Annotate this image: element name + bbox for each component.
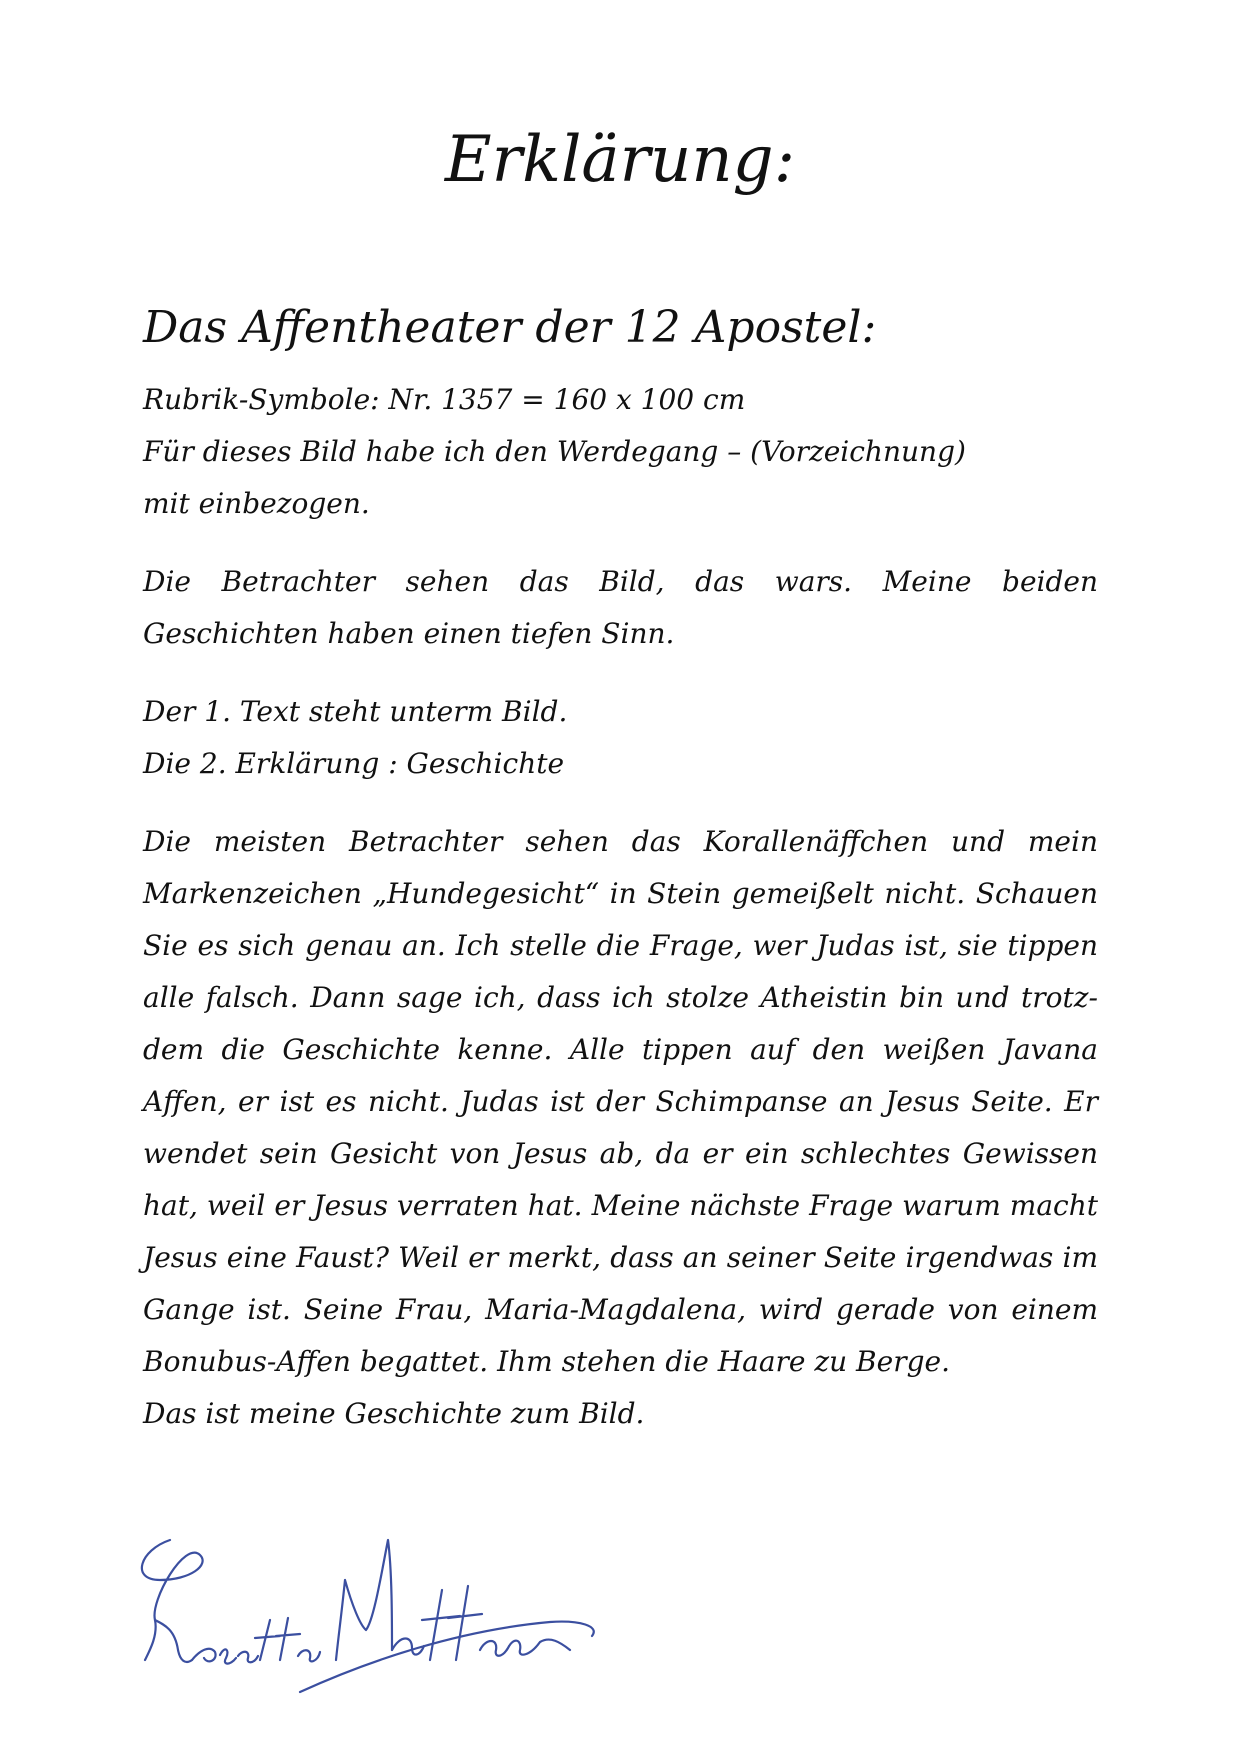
signature-icon bbox=[130, 1510, 630, 1700]
text-line-first: Der 1. Text steht unterm Bild. bbox=[143, 695, 568, 728]
intro-line-einbezogen: mit einbezogen. bbox=[143, 487, 370, 520]
text-info-block bbox=[143, 686, 1098, 790]
text-line-second: Die 2. Erklärung : Geschichte bbox=[143, 747, 565, 780]
story-paragraph: Die meisten Betrachter sehen das Korallenäffchen und mein Markenzeichen „Hundegesicht“ in Stein gemeißelt nicht. Schauen Sie es sich genau an. Ich stelle die Frage, wer Judas ist, sie tippen alle falsch. Dann sage ich, dass ich stolze Atheistin bin und trotz-dem die Geschichte kenne. Alle tippen auf den weißen Javana Affen, er ist es nicht. Judas ist der Schimpanse an Jesus Seite. Er wendet sein Gesicht von Jesus ab, da er ein schlechtes Gewissen hat, weil er Jesus verraten hat. Meine nächste Frage warum macht Jesus eine Faust? Weil er merkt, dass an seiner Seite irgendwas im Gange ist. Seine Frau, Maria-Magdalena, wird gerade von einem Bonubus-Affen begattet. Ihm stehen die Haare zu Berge. bbox=[143, 825, 1098, 1378]
document-subtitle: Das Affentheater der 12 Apostel: bbox=[143, 302, 877, 353]
intro-line-werdegang: Für dieses Bild habe ich den Werdegang – (Vorzeichnung) bbox=[143, 435, 966, 468]
signature bbox=[130, 1510, 630, 1700]
intro-block bbox=[143, 374, 1098, 530]
document-body bbox=[143, 300, 1098, 1440]
page-title: Erklärung: bbox=[444, 123, 796, 197]
intro-line-rubrik: Rubrik-Symbole: Nr. 1357 = 160 x 100 cm bbox=[143, 383, 746, 416]
closing-line: Das ist meine Geschichte zum Bild. bbox=[143, 1397, 645, 1430]
viewers-paragraph: Die Betrachter sehen das Bild, das wars. Meine beiden Geschichten haben einen tiefen Sinn. bbox=[143, 565, 1098, 650]
